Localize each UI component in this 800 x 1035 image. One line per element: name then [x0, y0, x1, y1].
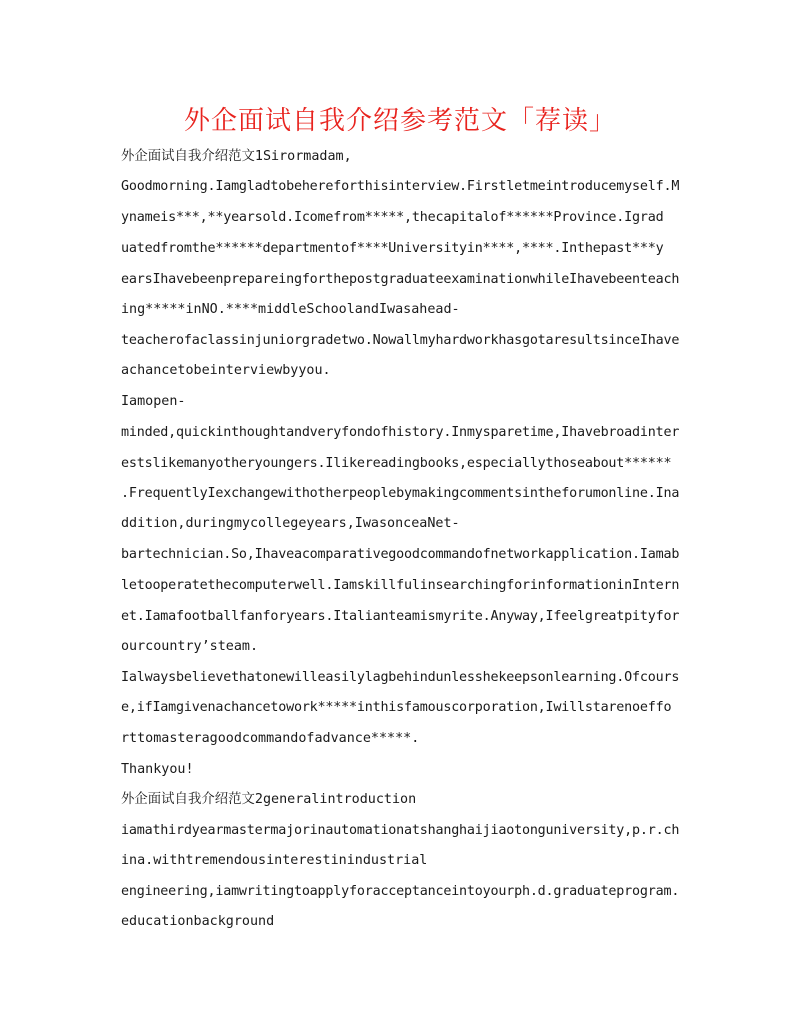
text-line: ynameis***,**yearsold.Icomefrom*****,thecapitalof******Province.Igrad	[121, 210, 664, 225]
text-line: iamathirdyearmastermajorinautomationatshanghaijiaotonguniversity,p.r.ch	[121, 823, 680, 838]
text-line: educationbackground	[121, 914, 275, 929]
text-line: earsIhavebeenprepareingforthepostgraduateexaminationwhileIhavebeenteach	[121, 272, 680, 287]
text-line: 外企面试自我介绍范文2generalintroduction	[121, 792, 417, 807]
text-line: Iamopen-	[121, 394, 186, 409]
text-line: ina.withtremendousinterestinindustrial	[121, 853, 428, 868]
text-line: achancetobeinterviewbyyou.	[121, 363, 331, 378]
text-line: bartechnician.So,Ihaveacomparativegoodcommandofnetworkapplication.Iamab	[121, 547, 680, 562]
text-line: engineering,iamwritingtoapplyforacceptanceintoyourph.d.graduateprogram.	[121, 884, 680, 899]
document-title: 外企面试自我介绍参考范文「荐读」	[183, 106, 616, 136]
text-line: letooperatethecomputerwell.IamskillfulinsearchingforinformationinIntern	[121, 578, 680, 593]
text-line: uatedfromthe******departmentof****Universityin****,****.Inthepast***y	[121, 241, 664, 256]
text-line: Ialwaysbelievethatonewilleasilylagbehindunlesshekeepsonlearning.Ofcours	[121, 670, 680, 685]
text-line: estslikemanyotheryoungers.Ilikereadingbooks,especiallythoseabout******	[121, 456, 672, 471]
text-line: et.Iamafootballfanforyears.Italianteamismyrite.Anyway,Ifeelgreatpityfor	[121, 609, 680, 624]
text-line: .FrequentlyIexchangewithotherpeoplebymakingcommentsintheforumonline.Ina	[121, 486, 680, 501]
text-line: 外企面试自我介绍范文1Sirormadam,	[121, 149, 352, 164]
text-line: ddition,duringmycollegeyears,IwasonceaNet-	[121, 516, 460, 531]
text-line: Goodmorning.Iamgladtobehereforthisinterview.Firstletmeintroducemyself.M	[121, 179, 680, 194]
text-line: rttomasteragoodcommandofadvance*****.	[121, 731, 420, 746]
text-line: e,ifIamgivenachancetowork*****inthisfamouscorporation,Iwillstarenoeffo	[121, 700, 672, 715]
text-line: ourcountry’steam.	[121, 639, 259, 654]
text-line: ing*****inNO.****middleSchoolandIwasahead-	[121, 302, 460, 317]
text-line: teacherofaclassinjuniorgradetwo.NowallmyhardworkhasgotaresultsinceIhave	[121, 333, 680, 348]
text-line: minded,quickinthoughtandveryfondofhistory.Inmysparetime,Ihavebroadinter	[121, 425, 680, 440]
text-line: Thankyou!	[121, 762, 194, 777]
